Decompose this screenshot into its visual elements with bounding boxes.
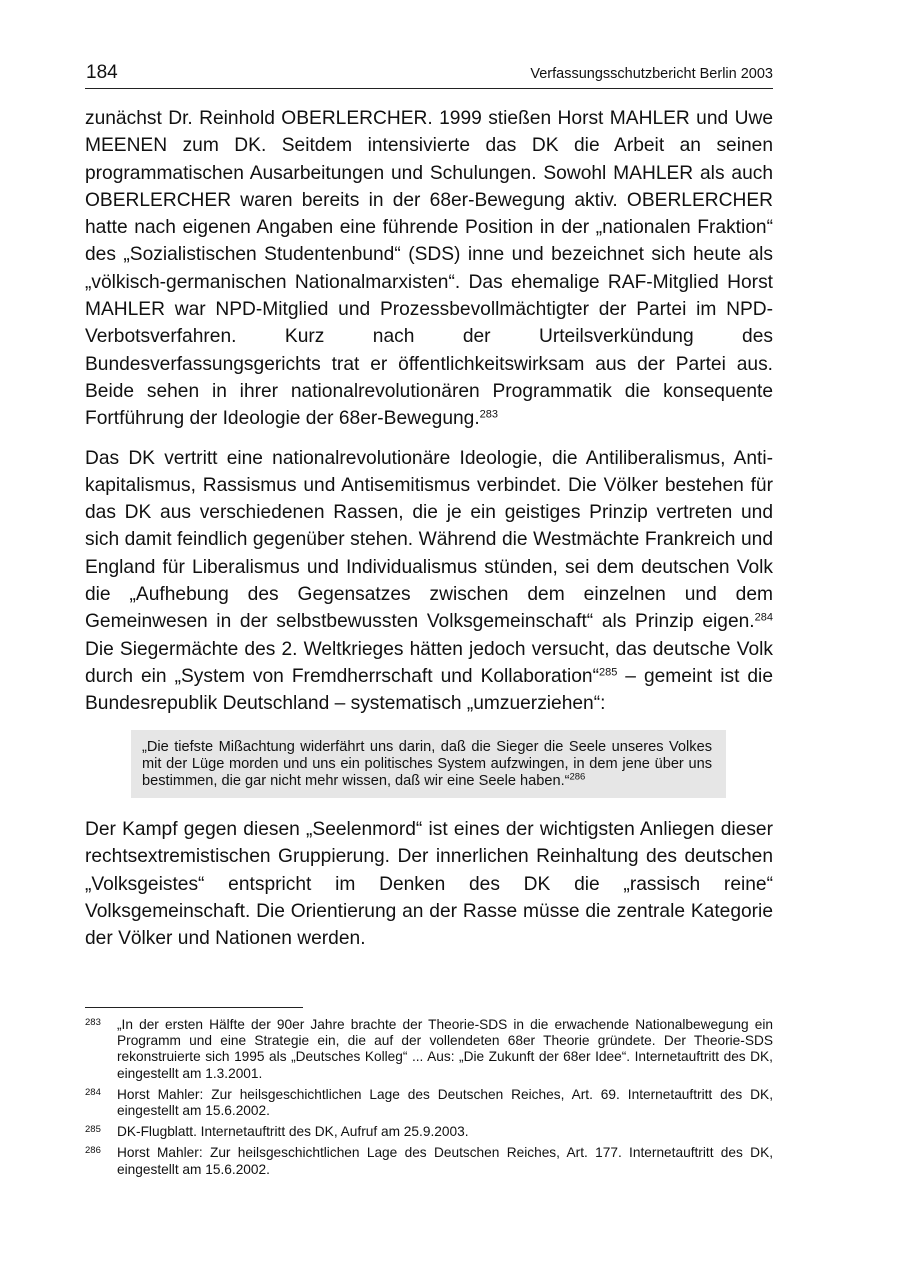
footnote-number: 284 [85,1086,101,1098]
footnote-ref-284[interactable]: 284 [754,611,773,624]
document-page [85,62,773,965]
footnote-ref-286[interactable]: 286 [569,771,586,783]
footnote-number: 283 [85,1017,101,1028]
footnote-284 [85,1087,773,1119]
block-quote [131,730,726,799]
paragraph-1-text: zunächst Dr. Reinhold OBERLERCHER. 1999 stießen Horst MAHLER und Uwe MEENEN zum DK. Seitdem intensivierte das DK die Arbeit an seinen programmatischen Ausarbeitungen und Schulungen. Sowohl MAHLER als auch OBERLERCHER waren bereits in der 68er-Bewegung aktiv. OBERLERCHER hatte nach eigenen Angaben eine führende Position in der „nationalen Fraktion“ des „Sozialistischen Studentenbund“ (SDS) inne und bezeichnet sich heute als „völkisch-germanischen Nationalmarxisten“. Das ehemalige RAF-Mitglied Horst MAHLER war NPD-Mitglied und Prozessbevollmächtigter der Partei im NPD-Verbotsverfahren. Kurz nach der Urteilsverkündung des Bundesverfassungsgerichts trat er öffentlichkeitswirksam aus der Partei aus. Beide sehen in ihrer nationalrevolutionären Programmatik die konsequente Fortführung der Ideologie der 68er-Bewegung. [85,108,773,430]
footnote-text: „In der ersten Hälfte der 90er Jahre brachte der Theorie-SDS in die erwachende Nationalbewegung ein Programm und eine Strategie ein, die auf der vollendeten 68er Theorie gründete. Der Theorie-SDS rekonstruierte sich 1995 als „Deutsches Kolleg“ ... Aus: „Die Zukunft der 68er Idee“. Internetauftritt des DK, eingestellt am 1.3.2001. [117,1017,773,1081]
footnotes [85,1017,773,1183]
quote-text: „Die tiefste Mißachtung widerfährt uns darin, daß die Sieger die Seele unseres Volkes mit der Lüge morden und uns ein politisches System aufzwingen, in dem jene über uns bestimmen, die gar nicht mehr wissen, daß wir eine Seele haben.“ [142,738,712,789]
footnote-text: Horst Mahler: Zur heilsgeschichtlichen Lage des Deutschen Reiches, Art. 69. Internetauftritt des DK, eingestellt am 15.6.2002. [117,1086,773,1119]
page-header [85,62,773,89]
footnote-text: Horst Mahler: Zur heilsgeschichtlichen Lage des Deutschen Reiches, Art. 177. Internetauftritt des DK, eingestellt am 15.6.2002. [117,1145,773,1177]
footnote-separator [85,1007,303,1008]
paragraph-2 [85,445,773,718]
footnote-ref-283[interactable]: 283 [479,408,499,421]
footnote-285 [85,1124,773,1140]
footnote-286 [85,1145,773,1177]
paragraph-1 [85,105,773,433]
footnote-number: 286 [85,1145,101,1157]
paragraph-3 [85,816,773,952]
footnote-283 [85,1017,773,1082]
footnote-text: DK-Flugblatt. Internetauftritt des DK, Aufruf am 25.9.2003. [117,1124,469,1140]
paragraph-2-text-a: Das DK vertritt eine nationalrevolutionäre Ideologie, die Antiliberalismus, Antikapitalismus, Rassismus und Antisemitismus verbindet. Die Völker bestehen für das DK aus verschiedenen Rassen, die je ein geistiges Prinzip vertreten und sich damit feindlich gegenüber stehen. Während die Westmächte Frankreich und England für Liberalismus und Individualismus stünden, sei dem deutschen Volk die „Aufhebung des Gegensatzes zwischen dem einzelnen und dem Gemeinwesen in der selbstbewussten Volksgemeinschaft“ als Prinzip eigen. [85,447,773,633]
footnote-number: 285 [85,1124,101,1136]
page-number: 184 [86,62,118,83]
running-title: Verfassungsschutzbericht Berlin 2003 [530,66,773,82]
footnote-ref-285[interactable]: 285 [598,666,618,679]
body-text [85,105,773,953]
paragraph-2-text-c: – gemeint ist die Bundesrepublik Deutschland – systematisch „umzuerziehen“: [85,665,773,715]
paragraph-2-text-b: Die Siegermächte des 2. Weltkrieges hätten jedoch versucht, das deutsche Volk durch ein „System von Fremdherrschaft und Kollaboration“ [85,638,773,687]
paragraph-3-text: Der Kampf gegen diesen „Seelenmord“ ist eines der wichtigsten Anliegen dieser rechtsextremistischen Gruppierung. Der innerlichen Reinhaltung des deutschen „Volksgeistes“ entspricht im Denken des DK die „rassisch reine“ Volksgemeinschaft. Die Orientierung an der Rasse müsse die zentrale Kategorie der Völker und Nationen werden. [85,819,773,950]
